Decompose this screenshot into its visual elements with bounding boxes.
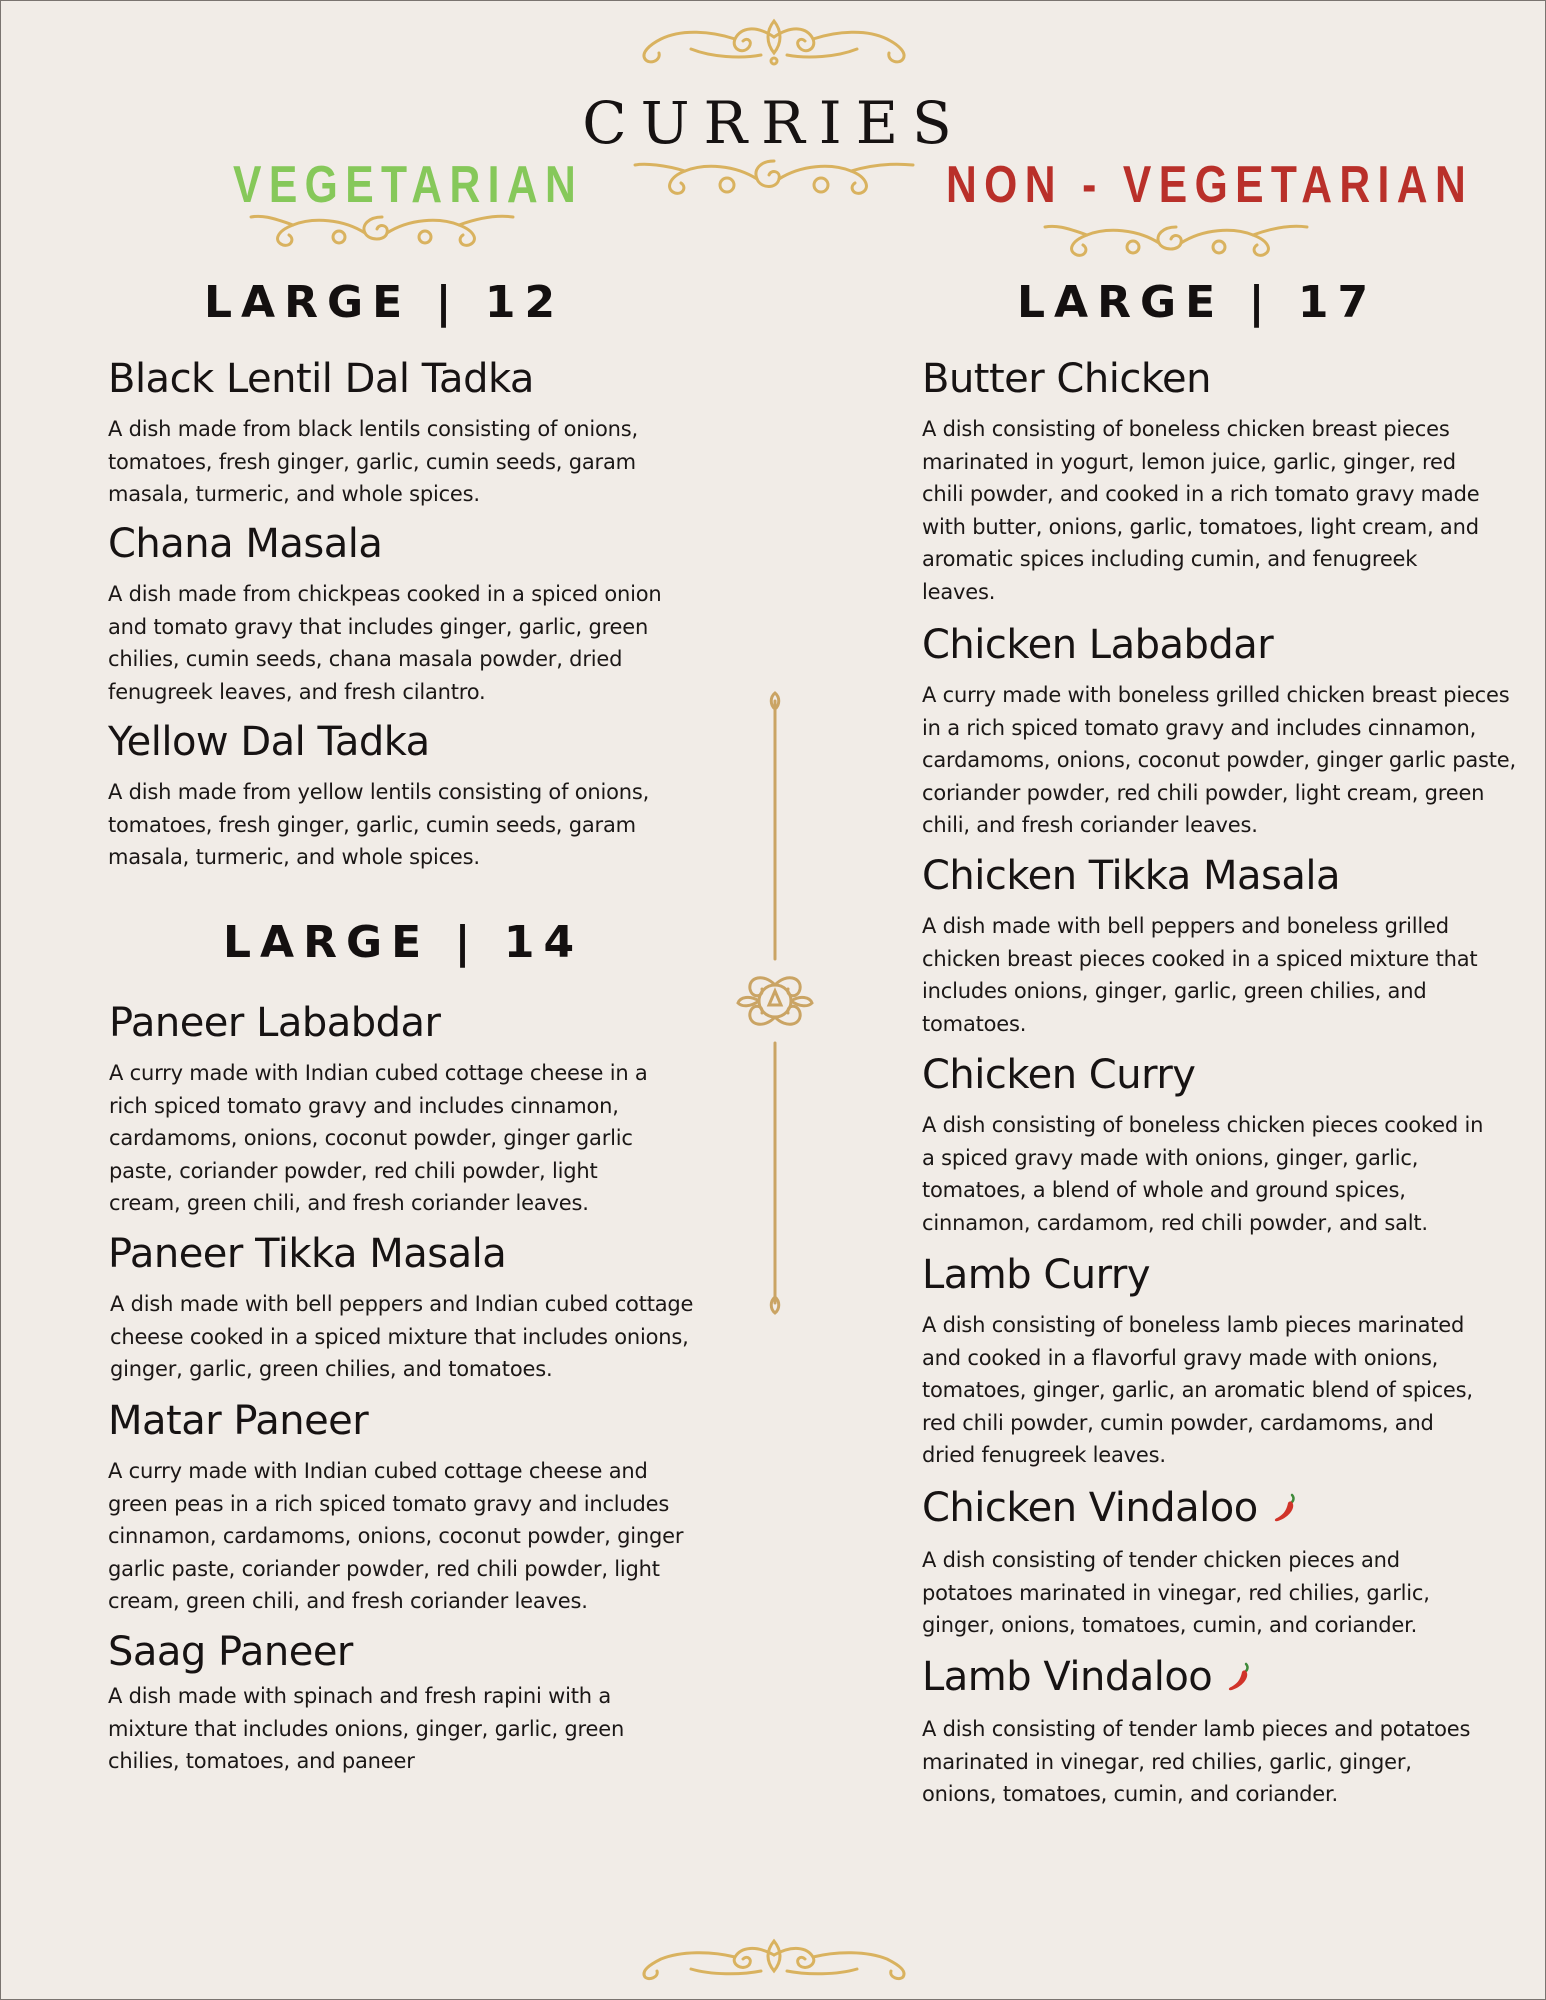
menu-item xyxy=(922,1484,1522,1642)
item-description: A dish consisting of boneless chicken breast pieces marinated in yogurt, lemon juice, garlic, ginger, red chili powder, and cooked in a rich tomato gravy made with butter, onions, garlic, tomatoes, light cream, and aromatic spices including cumin, and fenugreek leaves. xyxy=(922,417,1480,604)
item-name: Chana Masala xyxy=(108,521,383,567)
item-description: A dish made with bell peppers and Indian cubed cottage cheese cooked in a spiced mixture that includes onions, ginger, garlic, green chilies, and tomatoes. xyxy=(110,1292,694,1381)
item-name: Yellow Dal Tadka xyxy=(108,719,430,765)
item-name: Butter Chicken xyxy=(922,356,1212,402)
price-label-veg-large-14: LARGE | 14 xyxy=(223,917,584,968)
menu-item xyxy=(922,852,1522,1040)
center-divider-ornament xyxy=(734,691,816,1315)
vegetarian-heading: VEGETARIAN xyxy=(233,156,584,214)
chili-pepper-icon xyxy=(1226,1655,1254,1703)
item-name-text: Lamb Vindaloo xyxy=(922,1654,1213,1700)
bottom-flourish-ornament xyxy=(631,1935,917,1983)
item-description: A dish made from black lentils consisting of onions, tomatoes, fresh ginger, garlic, cumin seeds, garam masala, turmeric, and whole spices. xyxy=(108,417,639,506)
item-name: Paneer Tikka Masala xyxy=(108,1231,507,1277)
item-description: A dish consisting of tender chicken pieces and potatoes marinated in vinegar, red chilies, garlic, ginger, onions, tomatoes, cumin, and coriander. xyxy=(922,1548,1430,1637)
item-name xyxy=(922,1653,1522,1703)
item-name: Lamb Curry xyxy=(922,1252,1151,1298)
menu-item xyxy=(922,355,1522,608)
price-label-nonveg-large-17: LARGE | 17 xyxy=(1017,277,1378,328)
menu-item xyxy=(108,1628,728,1778)
item-description: A curry made with Indian cubed cottage cheese and green peas in a rich spiced tomato gravy and includes cinnamon, cardamoms, onions, coconut powder, ginger garlic paste, coriander powder, red chili powder, light cream, green chili, and fresh coriander leaves. xyxy=(108,1459,684,1613)
menu-item xyxy=(108,355,708,511)
non-vegetarian-heading: NON - VEGETARIAN xyxy=(946,156,1474,214)
menu-item xyxy=(109,999,709,1220)
menu-item xyxy=(922,1653,1522,1811)
menu-item xyxy=(108,1230,728,1386)
item-name-text: Chicken Vindaloo xyxy=(922,1485,1258,1531)
menu-item xyxy=(922,1251,1522,1472)
item-description: A curry made with boneless grilled chicken breast pieces in a rich spiced tomato gravy and includes cinnamon, cardamoms, onions, coconut powder, ginger garlic paste, coriander powder, red chili powder, light cream, green chili, and fresh coriander leaves. xyxy=(922,683,1517,837)
item-name: Chicken Tikka Masala xyxy=(922,853,1340,899)
item-description: A dish made with bell peppers and boneless grilled chicken breast pieces cooked in a spiced mixture that includes onions, ginger, garlic, green chilies, and tomatoes. xyxy=(922,914,1478,1036)
top-flourish-ornament xyxy=(631,17,917,67)
item-description: A dish consisting of boneless lamb pieces marinated and cooked in a flavorful gravy made with onions, tomatoes, ginger, garlic, an aromatic blend of spices, red chili powder, cumin powder, cardamoms, and dried fenugreek leaves. xyxy=(922,1313,1473,1467)
item-name: Chicken Lababdar xyxy=(922,622,1274,668)
item-name: Black Lentil Dal Tadka xyxy=(108,356,534,402)
price-label-veg-large-12: LARGE | 12 xyxy=(204,277,565,328)
item-description: A dish consisting of boneless chicken pieces cooked in a spiced gravy made with onions, ginger, garlic, tomatoes, a blend of whole and ground spices, cinnamon, cardamom, red chili powder, and salt. xyxy=(922,1113,1484,1235)
item-name: Chicken Curry xyxy=(922,1052,1196,1098)
item-name: Matar Paneer xyxy=(108,1398,369,1444)
item-description: A dish made from yellow lentils consisting of onions, tomatoes, fresh ginger, garlic, cumin seeds, garam masala, turmeric, and whole spices. xyxy=(108,780,650,869)
item-name: Saag Paneer xyxy=(108,1629,353,1675)
page-title: CURRIES xyxy=(582,89,966,157)
item-description: A curry made with Indian cubed cottage cheese in a rich spiced tomato gravy and includes cinnamon, cardamoms, onions, coconut powder, ginger garlic paste, coriander powder, red chili powder, light cream, green chili, and fresh coriander leaves. xyxy=(109,1061,648,1215)
item-description: A dish made from chickpeas cooked in a spiced onion and tomato gravy that includes ginger, garlic, green chilies, cumin seeds, chana masala powder, dried fenugreek leaves, and fresh cilantro. xyxy=(108,582,662,704)
vegetarian-flourish-ornament xyxy=(249,209,515,251)
item-name xyxy=(922,1484,1522,1534)
menu-item xyxy=(922,1051,1522,1239)
item-name: Paneer Lababdar xyxy=(109,1000,441,1046)
title-flourish-ornament xyxy=(631,155,917,201)
menu-item xyxy=(108,1397,728,1618)
item-description: A dish made with spinach and fresh rapini with a mixture that includes onions, ginger, garlic, green chilies, tomatoes, and paneer xyxy=(108,1684,625,1773)
chili-pepper-icon xyxy=(1272,1486,1300,1534)
menu-item xyxy=(108,718,708,874)
menu-item xyxy=(922,621,1532,842)
non-vegetarian-flourish-ornament xyxy=(1043,219,1309,261)
menu-item xyxy=(108,520,708,708)
item-description: A dish consisting of tender lamb pieces and potatoes marinated in vinegar, red chilies, garlic, ginger, onions, tomatoes, cumin, and coriander. xyxy=(922,1717,1471,1806)
